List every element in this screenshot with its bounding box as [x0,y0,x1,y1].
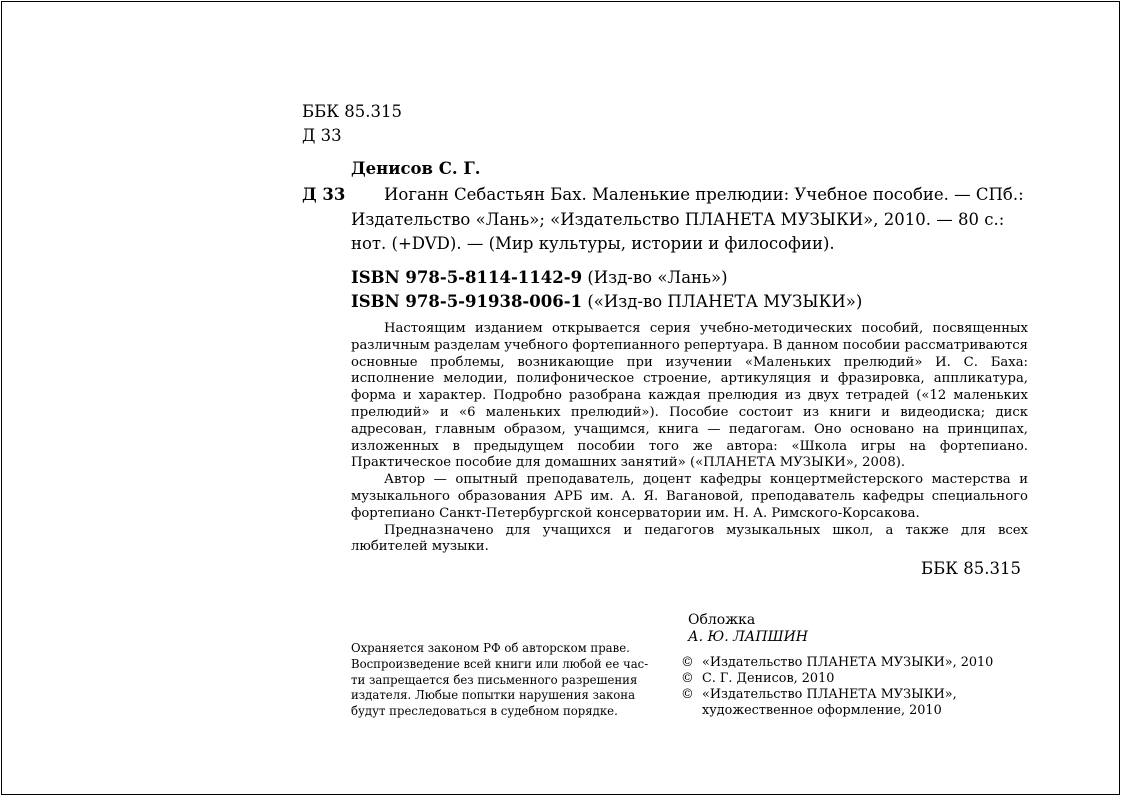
annotation-paragraph: Предназначено для учащихся и педагогов музыкальных школ, а также для всех любителей музыки. [351,522,1028,555]
author-mark-code: Д 33 [302,126,342,145]
entry-line-2: Издательство «Лань»; «Издательство ПЛАНЕТА МУЗЫКИ», 2010. — 80 с.: [351,210,1005,229]
cover-label: Обложка [688,612,756,628]
isbn-publisher: (Изд-во «Лань») [587,268,728,287]
copyright-list [681,655,993,719]
copyright-law-notice [351,641,648,720]
copyright-item: © «Издательство ПЛАНЕТА МУЗЫКИ», 2010 [681,655,994,670]
copyright-item: © «Издательство ПЛАНЕТА МУЗЫКИ», [681,687,957,702]
annotation-paragraph: Автор — опытный преподаватель, доцент кафедры концертмейстерского мастерства и музыкального образования АРБ им. А. Я. Вагановой, преподаватель кафедры специального фортепиано Санкт-Петербургской консерватории им. Н. А. Римского-Корсакова. [351,472,1028,521]
notice-line: ти запрещается без письменного разрешения [351,672,638,687]
bbk-code: ББК 85.315 [302,102,402,121]
annotation-paragraph: Настоящим изданием открывается серия учебно-методических пособий, посвященных различным разделам учебного фортепианного репертуара. В данном пособии рассматриваются основные проблемы, возникающие при изучении «Маленьких прелюдий» И. С. Баха: исполнение мелодии, полифоническое строение, артикуляция и фразировка, аппликатура, форма и характер. Подробно разобрана каждая прелюдия из двух тетрадей («12 маленьких прелюдий» и «6 маленьких прелюдий»). Пособие состоит из книги и видеодиска; диск адресован, главным образом, учащимся, книга — педагогам. Оно основано на принципах, изложенных в предыдущем пособии того же автора: «Школа игры на фортепиано. Практическое пособие для домашних занятий» («ПЛАНЕТА МУЗЫКИ», 2008). [351,321,1028,471]
isbn-number: ISBN 978-5-91938-006-1 [351,292,583,311]
copyright-item: © С. Г. Денисов, 2010 [681,671,835,686]
isbn-publisher: («Изд-во ПЛАНЕТА МУЗЫКИ») [587,292,863,311]
copyright-icon: © [681,655,694,670]
entry-line-1: Иоганн Себастьян Бах. Маленькие прелюдии: Учебное пособие. — СПб.: [384,185,1024,204]
copyright-item-continuation: художественное оформление, 2010 [702,703,942,718]
copyright-icon: © [681,687,694,702]
isbn-line [351,290,862,314]
isbn-number: ISBN 978-5-8114-1142-9 [351,268,583,287]
copyright-icon: © [681,671,694,686]
notice-line: будут преследоваться в судебном порядке. [351,704,618,719]
annotation [351,321,1028,556]
bbk-footer: ББК 85.315 [921,559,1021,578]
notice-line: издателя. Любые попытки нарушения закона [351,688,636,703]
entry-author-mark: Д 33 [302,185,346,204]
author-heading: Денисов С. Г. [351,159,481,178]
notice-line: Охраняется законом РФ об авторском праве. [351,641,630,655]
isbn-line [351,266,728,290]
entry-line-3: нот. (+DVD). — (Мир культуры, истории и философии). [351,234,835,253]
cover-artist: А. Ю. ЛАПШИН [688,629,808,645]
notice-line: Воспроизведение всей книги или любой ее час- [351,656,649,671]
